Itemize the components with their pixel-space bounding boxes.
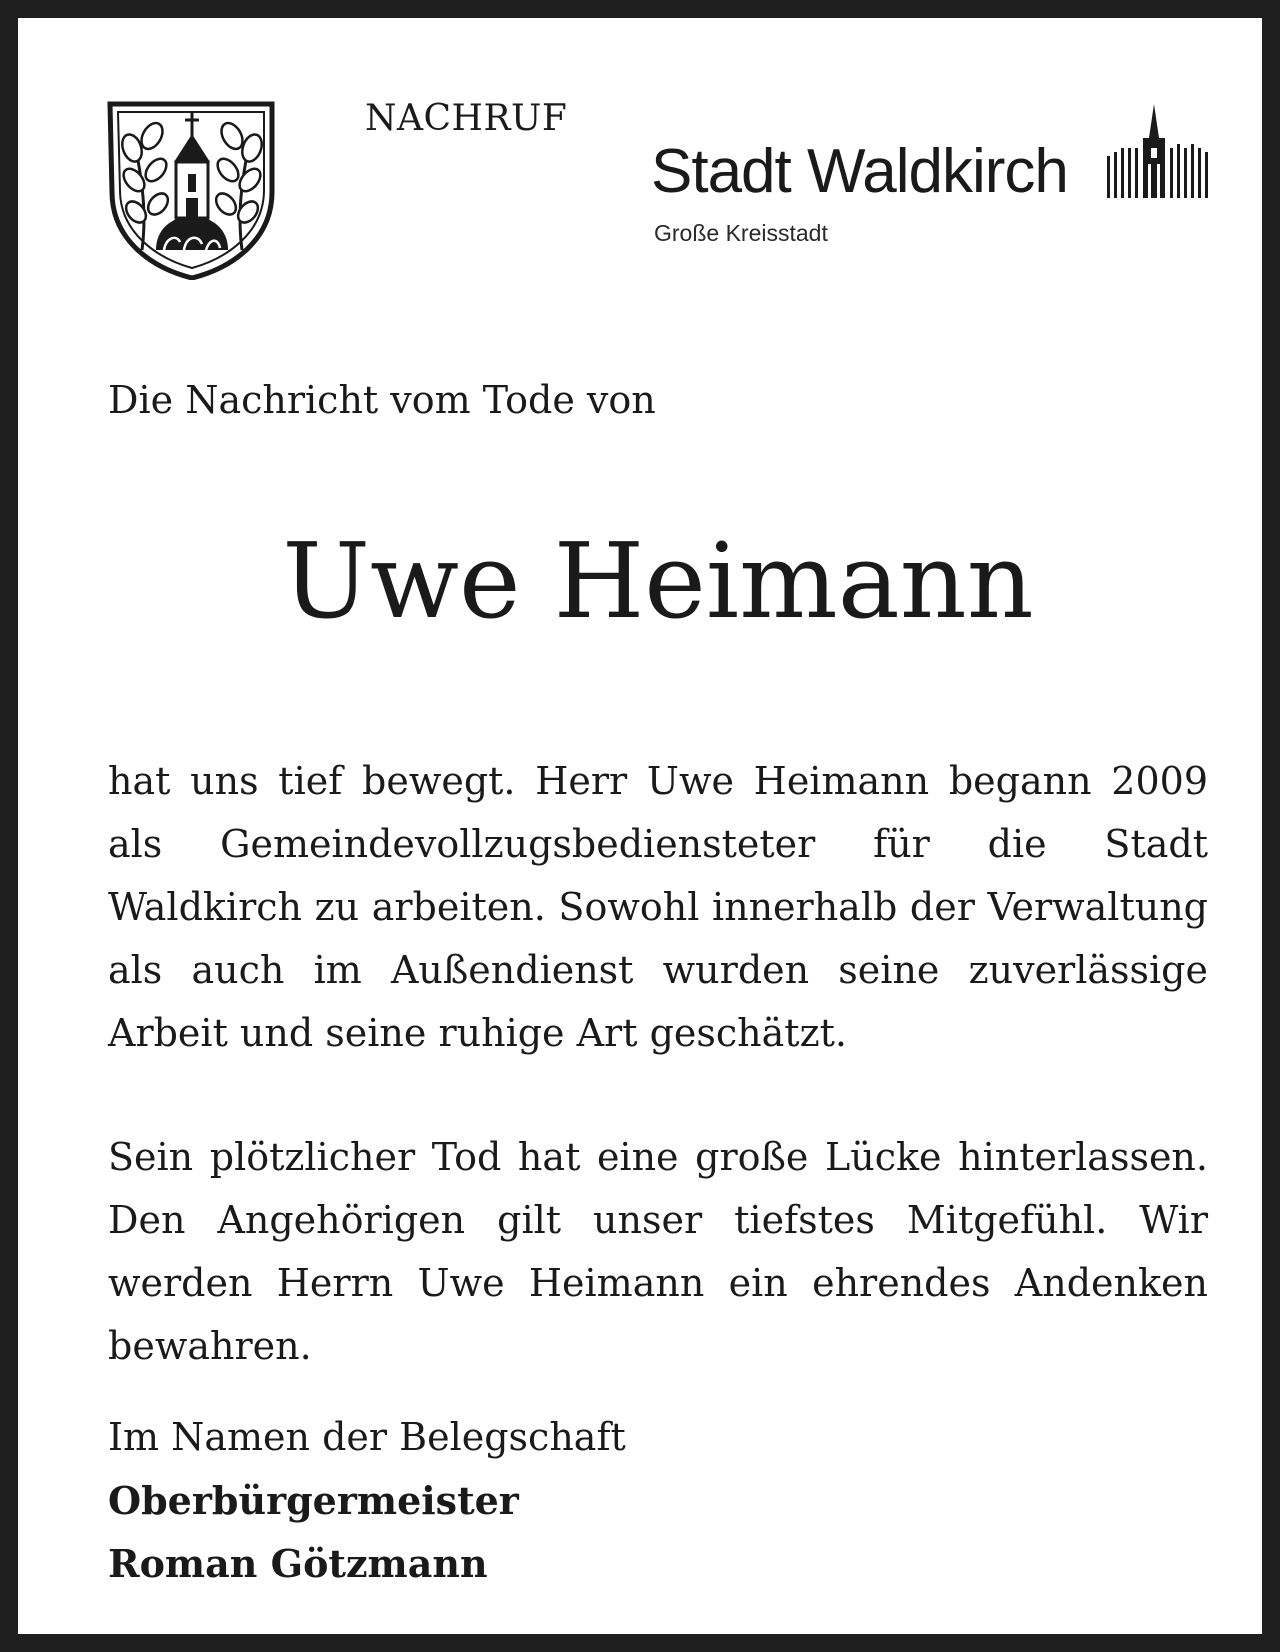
intro-text: Die Nachricht vom Tode von [108,378,656,422]
paragraph-condolence: Sein plötzlicher Tod hat eine große Lücke hinterlassen. Den Angehörigen gilt unser tiefstes Mitgefühl. Wir werden Herrn Uwe Heimann ein ehrendes Andenken bewahren. [108,1135,1208,1368]
organ-church-logo-icon [1103,98,1213,202]
closing-block [108,1406,626,1595]
coat-of-arms-icon [106,100,278,280]
closing-line: Im Namen der Belegschaft [108,1415,626,1459]
logo-subtitle: Große Kreisstadt [654,220,828,246]
signatory-title: Oberbürgermeister [108,1478,519,1523]
notice-label: NACHRUF [365,98,568,139]
deceased-name: Uwe Heimann [282,520,1034,642]
signatory-name: Roman Götzmann [108,1541,488,1586]
logo-wordmark: Stadt Waldkirch [651,137,1068,206]
paragraph-career: hat uns tief bewegt. Herr Uwe Heimann begann 2009 als Gemeindevollzugsbediensteter für die Stadt Waldkirch zu arbeiten. Sowohl innerhalb der Verwaltung als auch im Außendienst wurden seine zuverlässige Arbeit und seine ruhige Art geschätzt. [108,759,1208,1055]
